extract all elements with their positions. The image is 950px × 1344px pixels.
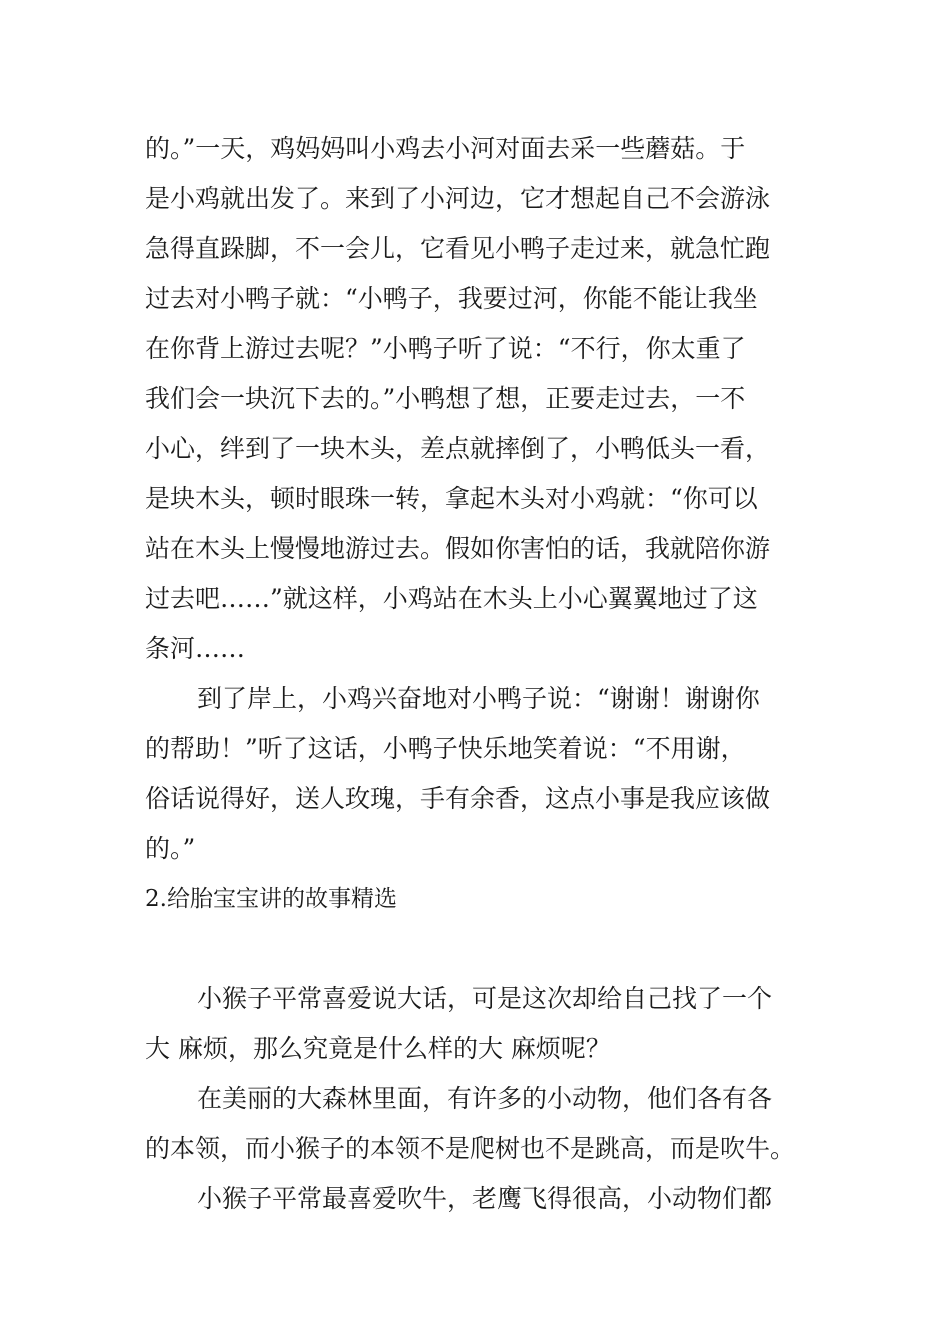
section-heading: 2.给胎宝宝讲的故事精选 [145,886,397,912]
text-line: 站在木头上慢慢地游过去。假如你害怕的话，我就陪你游 [145,534,771,563]
text-line: 的。” [145,834,196,863]
text-line: 过去对小鸭子就：“小鸭子，我要过河，你能不能让我坐 [145,284,758,313]
text-line: 小心，绊到了一块木头，差点就摔倒了，小鸭低头一看， [145,434,771,463]
text-line: 俗话说得好，送人玫瑰，手有余香，这点小事是我应该做 [145,784,771,813]
text-line: 是小鸡就出发了。来到了小河边，它才想起自己不会游泳 [145,184,771,213]
text-line: 大 麻烦，那么究竟是什么样的大 麻烦呢？ [145,1034,611,1063]
blank-line [145,924,810,974]
text-line: 的帮助！”听了这话，小鸭子快乐地笑着说：“不用谢， [145,734,746,763]
text-line: 急得直跺脚，不一会儿，它看见小鸭子走过来，就急忙跑 [145,234,771,263]
paragraph-start-line: 小猴子平常最喜爱吹牛，老鹰飞得很高，小动物们都 [197,1184,773,1213]
paragraph-start-line: 小猴子平常喜爱说大话，可是这次却给自己找了一个 [197,984,773,1013]
paragraph-start-line: 在美丽的大森林里面，有许多的小动物，他们各有各 [197,1084,773,1113]
text-line: 的本领，而小猴子的本领不是爬树也不是跳高，而是吹牛。 [145,1134,796,1163]
text-line: 过去吧……”就这样，小鸡站在木头上小心翼翼地过了这 [145,584,758,613]
paragraph-start-line: 到了岸上，小鸡兴奋地对小鸭子说：“谢谢！谢谢你 [197,684,760,713]
document-page [145,124,810,1224]
text-line: 条河…… [145,634,246,663]
text-line: 在你背上游过去呢？”小鸭子听了说：“不行，你太重了 [145,334,746,363]
text-line: 的。”一天，鸡妈妈叫小鸡去小河对面去采一些蘑菇。于 [145,134,746,163]
text-line: 我们会一块沉下去的。”小鸭想了想，正要走过去，一不 [145,384,746,413]
text-line: 是块木头，顿时眼珠一转，拿起木头对小鸡就：“你可以 [145,484,758,513]
